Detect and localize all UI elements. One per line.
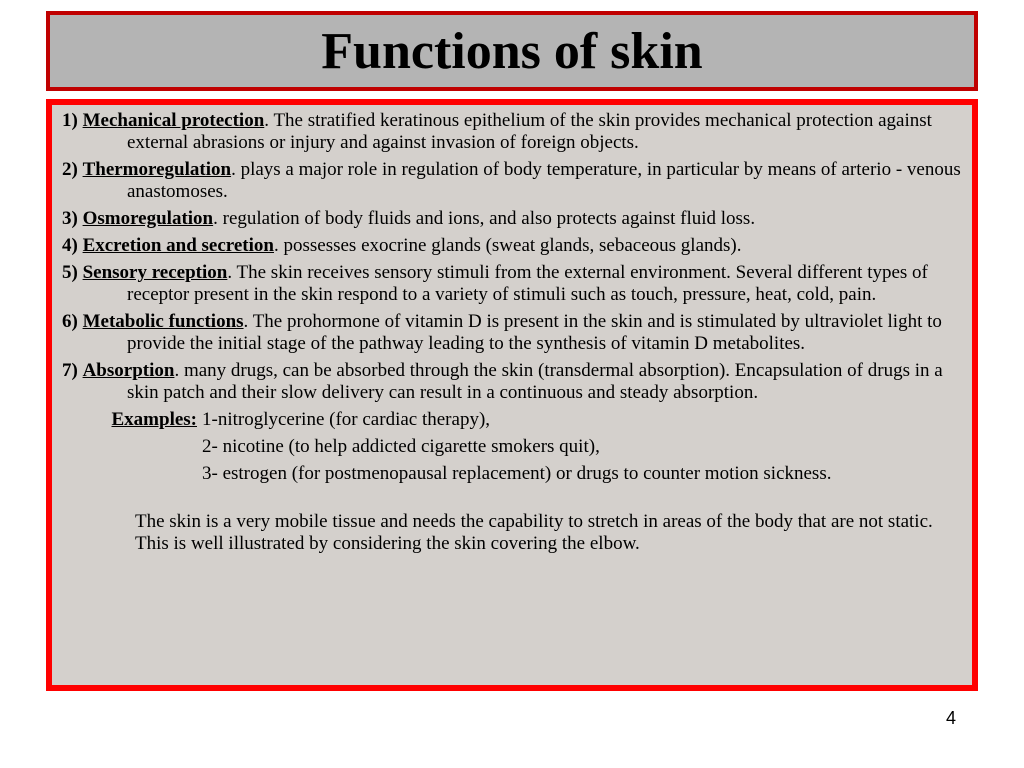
item-text: . many drugs, can be absorbed through the skin (transdermal absorption). Encapsulation of drugs in a skin patch and their slow delivery can result in a continuous and steady absorption.: [127, 360, 943, 403]
item-text: . The prohormone of vitamin D is present in the skin and is stimulated by ultraviolet light to provide the initial stage of the pathway leading to the synthesis of vitamin D metabolites.: [127, 311, 942, 354]
item-number: 5): [62, 262, 78, 283]
content-panel: [46, 99, 978, 691]
item-number: 2): [62, 159, 78, 180]
page-number: 4: [946, 708, 957, 728]
item-number: 7): [62, 360, 78, 381]
item-text: . plays a major role in regulation of body temperature, in particular by means of arterio - venous anastomoses.: [127, 159, 961, 202]
item-text: . possesses exocrine glands (sweat glands, sebaceous glands).: [273, 235, 742, 256]
item-term: Sensory reception: [82, 262, 228, 283]
function-item-sensory: [62, 262, 962, 306]
examples-label: Examples:: [111, 409, 197, 430]
function-item-mechanical: [62, 110, 962, 154]
item-number: 3): [62, 208, 78, 229]
item-term: Metabolic functions: [82, 311, 244, 332]
function-item-osmoregulation: [62, 208, 962, 230]
title-banner: [46, 11, 978, 91]
item-term: Mechanical protection: [82, 110, 265, 131]
item-term: Absorption: [82, 360, 175, 381]
example-line: 1-nitroglycerine (for cardiac therapy),: [202, 409, 491, 430]
item-number: 1): [62, 110, 78, 131]
item-text: . The stratified keratinous epithelium of the skin provides mechanical protection against external abrasions or injury and against invasion of foreign objects.: [127, 110, 932, 153]
function-item-thermoregulation: [62, 159, 962, 203]
item-text: . The skin receives sensory stimuli from the external environment. Several different types of receptor present in the skin respond to a variety of stimuli such as touch, pressure, heat, cold, pain.: [127, 262, 928, 305]
function-item-metabolic: [62, 311, 962, 355]
examples-block: [62, 409, 962, 485]
item-text: . regulation of body fluids and ions, and also protects against fluid loss.: [213, 208, 756, 229]
item-number: 4): [62, 235, 78, 256]
example-line: 3- estrogen (for postmenopausal replacement) or drugs to counter motion sickness.: [202, 463, 832, 484]
example-line: 2- nicotine (to help addicted cigarette smokers quit),: [202, 436, 600, 457]
function-item-excretion: [62, 235, 962, 257]
closing-paragraph: The skin is a very mobile tissue and needs the capability to stretch in areas of the body that are not static. This is well illustrated by considering the skin covering the elbow.: [135, 511, 933, 554]
item-term: Thermoregulation: [82, 159, 232, 180]
function-item-absorption: [62, 360, 962, 404]
item-term: Osmoregulation: [82, 208, 214, 229]
slide-title: Functions of skin: [321, 22, 703, 80]
item-term: Excretion and secretion: [82, 235, 274, 256]
item-number: 6): [62, 311, 78, 332]
